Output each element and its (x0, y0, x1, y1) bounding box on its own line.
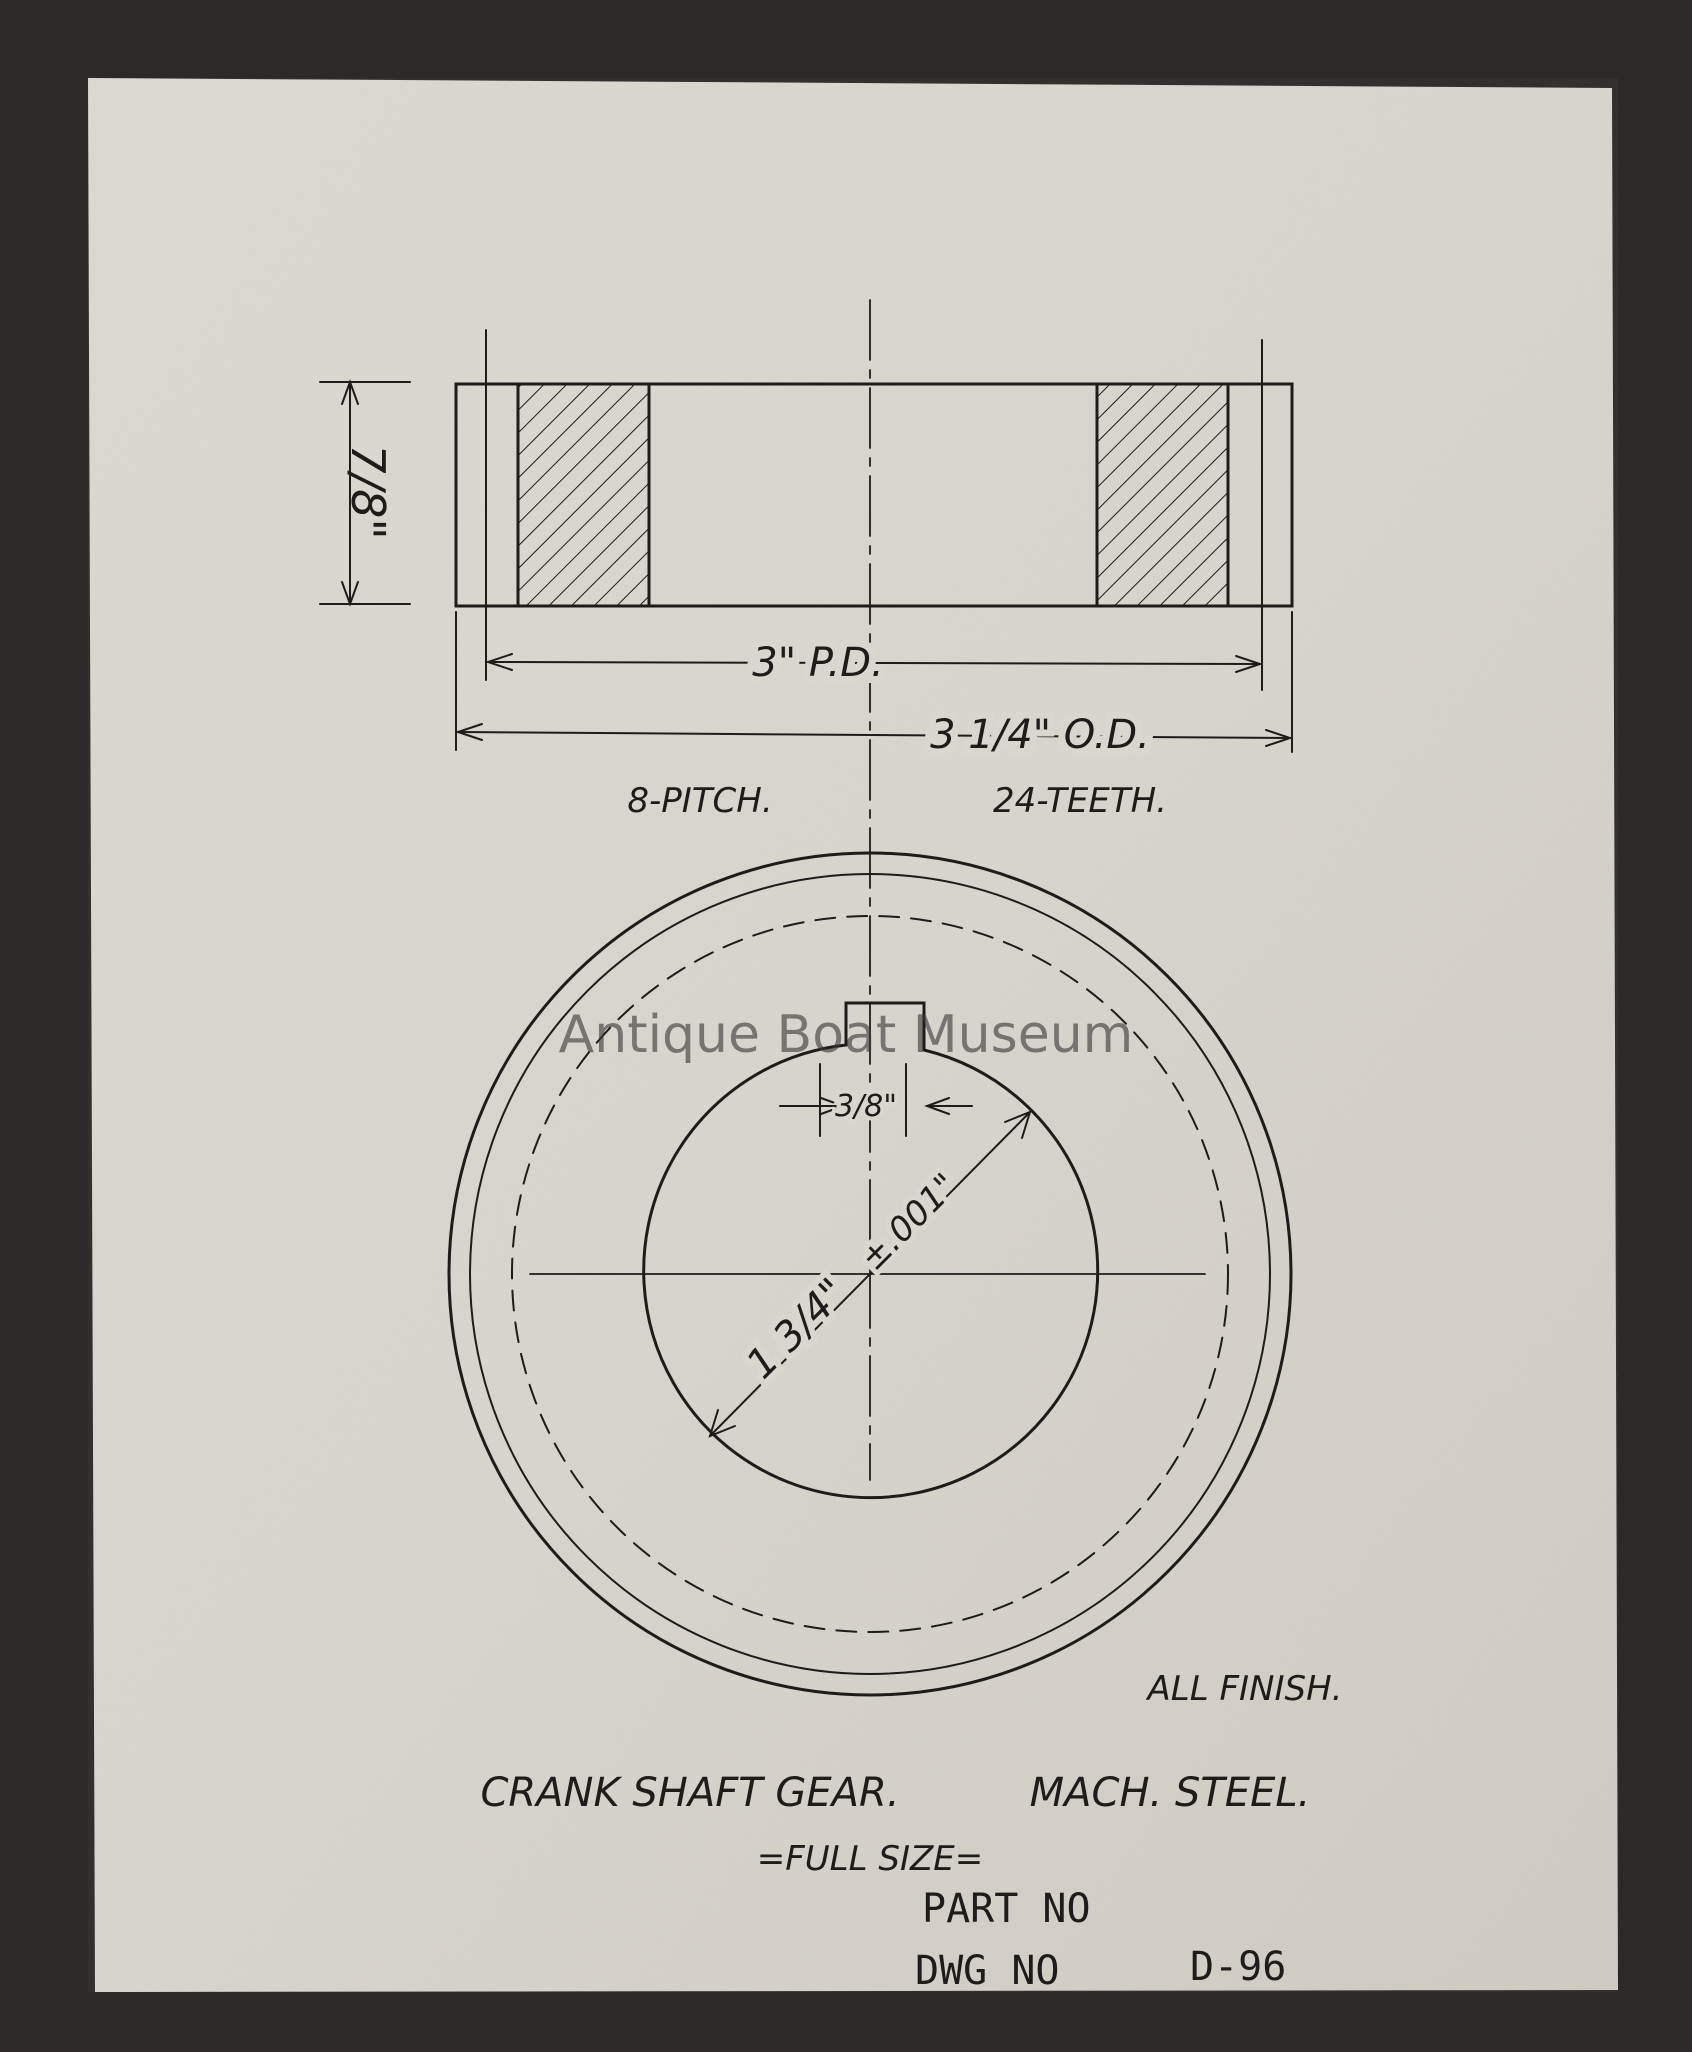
material-note: MACH. STEEL. (1029, 1770, 1311, 1816)
height-dimension-label: 7/8" (341, 444, 395, 540)
finish-note: ALL FINISH. (1147, 1669, 1343, 1709)
bore-tolerance-label: ±.001" (852, 1165, 966, 1279)
drawing-number-label: DWG NO (915, 1948, 1060, 1994)
right-hatched-section (1097, 384, 1228, 606)
pitch-diameter-label: 3" P.D. (752, 640, 884, 686)
bore-diameter-label: 1 3/4" (737, 1269, 856, 1388)
pitch-label: 8-PITCH. (627, 781, 773, 821)
part-number-label: PART NO (922, 1886, 1091, 1932)
scale-note: =FULL SIZE= (756, 1839, 984, 1879)
teeth-label: 24-TEETH. (993, 781, 1167, 821)
outside-diameter-label: 3 1/4" O.D. (930, 712, 1150, 758)
part-name-title: CRANK SHAFT GEAR. (480, 1770, 900, 1816)
keyway-width-label: 3/8" (834, 1089, 898, 1124)
drawing-number-value: D-96 (1190, 1944, 1287, 1990)
left-hatched-section (518, 384, 649, 606)
museum-watermark: Antique Boat Museum (558, 1005, 1134, 1065)
